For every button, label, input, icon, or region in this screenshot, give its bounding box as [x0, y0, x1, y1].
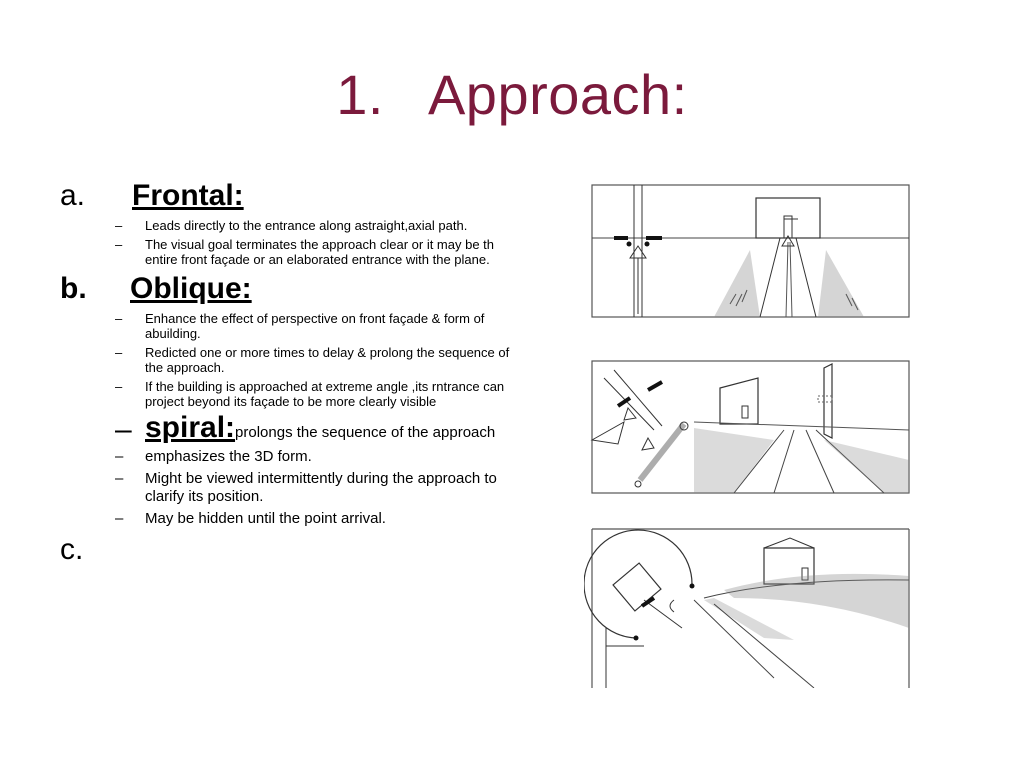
spiral-text: prolongs the sequence of the approach — [235, 424, 496, 441]
list-item: – Enhance the effect of perspective on front façade & form of abuilding. — [115, 311, 485, 341]
list-item: – The visual goal terminates the approach clear or it may be th entire front façade or an elaborated entrance with the plane. — [115, 237, 495, 267]
dash-mark: – — [115, 237, 123, 252]
spiral-sketch — [584, 528, 910, 688]
list-item: – If the building is approached at extreme angle ,its rntrance can project beyond its façade to be more clearly visible — [115, 379, 505, 409]
title-number: 1. — [336, 63, 384, 126]
frontal-heading: Frontal: — [132, 179, 244, 212]
spiral-heading: spiral: — [145, 411, 236, 444]
dash-mark: – — [115, 311, 123, 326]
section-marker-c: c. — [60, 533, 84, 566]
dash-mark: – — [115, 345, 123, 360]
dash-mark: – — [115, 413, 132, 446]
list-item: – emphasizes the 3D form. — [115, 448, 312, 465]
section-marker-b: b. — [60, 272, 87, 305]
spiral-item — [60, 411, 530, 446]
dash-mark: – — [115, 448, 124, 465]
title-text: Approach: — [427, 63, 688, 126]
slide-title — [0, 62, 1024, 127]
section-oblique — [60, 271, 530, 307]
oblique-heading: Oblique: — [130, 272, 252, 305]
list-item: – May be hidden until the point arrival. — [115, 510, 386, 527]
oblique-sketch — [584, 360, 910, 494]
dash-mark: – — [115, 510, 124, 527]
oblique-items — [60, 311, 530, 409]
dash-mark: – — [115, 218, 123, 233]
list-item: – Might be viewed intermittently during the approach to clarify its position. — [115, 470, 497, 505]
list-item: – Leads directly to the entrance along astraight,axial path. — [115, 218, 468, 233]
bullet-content — [60, 178, 530, 568]
frontal-sketch — [584, 184, 910, 318]
section-c — [60, 532, 530, 568]
dash-mark: – — [115, 379, 123, 394]
section-frontal — [60, 178, 530, 214]
section-marker-a: a. — [60, 179, 86, 212]
frontal-items — [60, 218, 530, 267]
list-item: – Redicted one or more times to delay & prolong the sequence of the approach. — [115, 345, 510, 375]
dash-mark: – — [115, 470, 124, 487]
spiral-items — [60, 448, 530, 528]
